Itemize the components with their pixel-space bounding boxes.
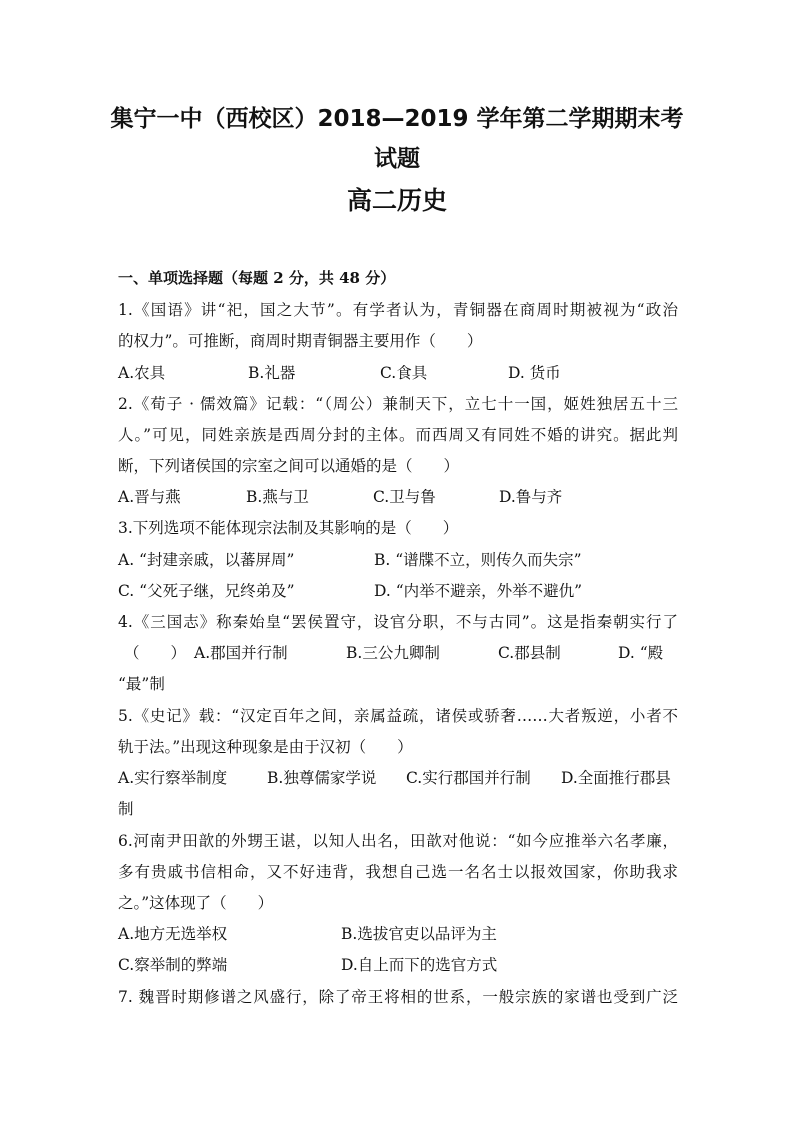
question-stem-line: 3.下列选项不能体现宗法制及其影响的是（ ） (118, 519, 459, 537)
question-stem-line: 断，下列诸侯国的宗室之间可以通婚的是（ ） (118, 457, 460, 475)
option-c: C.察举制的弊端 (118, 956, 228, 974)
option-a: A.实行察举制度 (118, 769, 228, 787)
title-line-1: 集宁一中（西校区）2018—2019 学年第二学期期末考 (110, 106, 684, 132)
option-a: A.晋与燕 (118, 488, 181, 506)
question-stem-line: 7. 魏晋时期修谱之风盛行，除了帝王将相的世系，一般宗族的家谱也受到广泛 (118, 988, 678, 1006)
question-stem-line: 之。”这体现了（ ） (118, 894, 274, 912)
option-c: C.卫与鲁 (373, 488, 436, 506)
question-stem-line: 1.《国语》讲“祀，国之大节”。有学者认为，青铜器在商周时期被视为“政治 (118, 301, 678, 319)
option-d: D. 货币 (508, 364, 561, 382)
option-b: B.燕与卫 (246, 488, 309, 506)
question-stem-line: 的权力”。可推断，商周时期青铜器主要用作（ ） (118, 332, 483, 350)
option-d: D. “殿 (618, 644, 664, 662)
question-stem-line: “最”制 (118, 675, 165, 693)
question-stem-line: 人。”可见，同姓亲族是西周分封的主体。而西周又有同姓不婚的讲究。据此判 (118, 426, 678, 444)
question-stem-line: 4.《三国志》称秦始皇“罢侯置守，设官分职，不与古同”。这是指秦朝实行了 (118, 613, 678, 631)
option-b: B.独尊儒家学说 (267, 769, 377, 787)
option-b: B.三公九卿制 (346, 644, 440, 662)
option-b: B.礼器 (248, 364, 296, 382)
option-a: A.农具 (118, 364, 166, 382)
section-heading: 一、单项选择题（每题 2 分，共 48 分） (118, 269, 396, 287)
option-c: C.实行郡国并行制 (406, 769, 531, 787)
option-c: C.食具 (380, 364, 428, 382)
question-stem-line: 5.《史记》载：“汉定百年之间，亲属益疏，诸侯或骄奢……大者叛逆，小者不 (118, 707, 678, 725)
subject-title: 高二历史 (346, 186, 447, 215)
question-stem-line: 多有贵戚书信相命，又不好违背，我想自己选一名名士以报效国家，你助我求 (118, 863, 678, 881)
question-stem-line: 2.《荀子 · 儒效篇》记载：“（周公）兼制天下，立七十一国，姬姓独居五十三 (118, 395, 678, 413)
option-c: C.郡县制 (498, 644, 561, 662)
option-c: C. “父死子继，兄终弟及” (118, 582, 295, 600)
option-d: D.自上而下的选官方式 (341, 956, 498, 974)
question-stem-line: 6.河南尹田歆的外甥王谌，以知人出名，田歆对他说：“如今应推举六名孝廉， (118, 832, 678, 850)
answer-blank: （ ） (124, 644, 187, 662)
option-d: D. “内举不避亲，外举不避仇” (374, 582, 583, 600)
question-stem-line: 轨于法。”出现这种现象是由于汉初（ ） (118, 738, 413, 756)
option-b: B. “谱牒不立，则传久而失宗” (374, 551, 582, 569)
question-stem-line: 制 (118, 800, 134, 818)
option-d: D.鲁与齐 (499, 488, 563, 506)
option-a: A.地方无选举权 (118, 925, 228, 943)
option-a: A.郡国并行制 (194, 644, 288, 662)
option-a: A. “封建亲戚，以蕃屏周” (118, 551, 295, 569)
option-b: B.选拔官吏以品评为主 (341, 925, 497, 943)
title-line-2: 试题 (374, 146, 420, 172)
option-d: D.全面推行郡县 (561, 769, 671, 787)
